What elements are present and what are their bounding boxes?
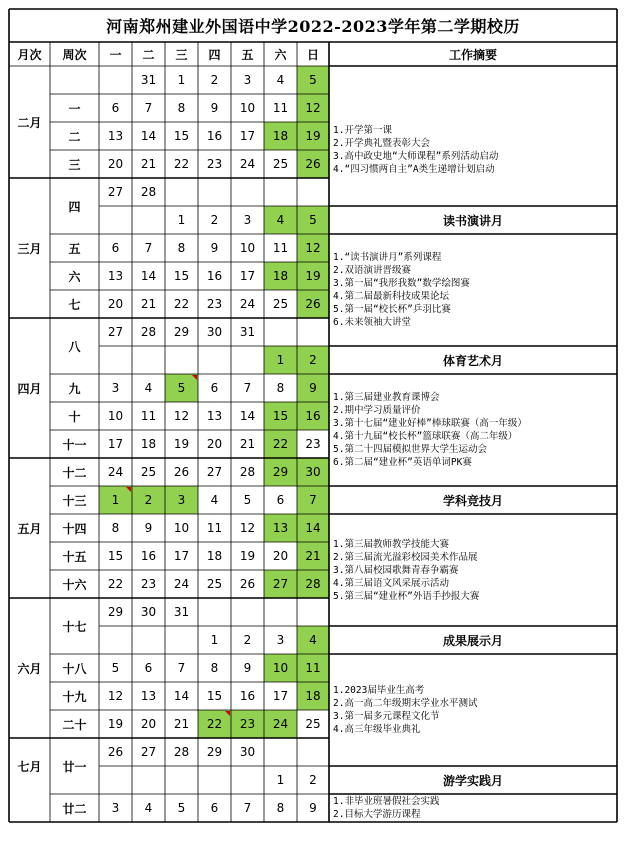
day-cell: 7 <box>177 661 186 675</box>
week-label: 十六 <box>62 577 87 592</box>
note-item: 1.第三届建业教育课博会 <box>333 392 440 403</box>
note-item: 3.第八届校园歌舞青春争霸赛 <box>333 564 459 576</box>
week-label: 八 <box>68 339 81 354</box>
comment-marker <box>192 375 197 380</box>
day-cell: 2 <box>243 633 252 647</box>
day-cell: 17 <box>272 689 289 703</box>
day-cell: 26 <box>107 745 124 759</box>
day-cell <box>198 178 231 206</box>
day-cell: 16 <box>206 269 223 283</box>
day-cell: 13 <box>140 689 157 703</box>
week-label: 十九 <box>62 689 87 704</box>
day-cell: 9 <box>243 661 252 675</box>
day-cell: 4 <box>297 626 329 654</box>
day-cell: 15 <box>206 689 223 703</box>
day-cell: 16 <box>206 129 223 143</box>
day-cell: 24 <box>107 465 124 479</box>
day-cell: 14 <box>173 689 190 703</box>
day-cell: 12 <box>239 521 256 535</box>
day-cell: 15 <box>264 402 297 430</box>
day-cell: 2 <box>132 486 165 514</box>
day-cell: 9 <box>297 374 329 402</box>
month-label: 四月 <box>17 381 42 396</box>
day-cell: 5 <box>297 206 329 234</box>
week-label: 五 <box>68 241 81 256</box>
day-cell: 29 <box>206 745 223 759</box>
week-label: 十三 <box>62 493 87 508</box>
day-cell: 30 <box>206 325 223 339</box>
week-label: 十五 <box>62 549 87 564</box>
day-cell <box>165 626 198 654</box>
day-cell: 6 <box>210 381 219 395</box>
section-notes <box>329 654 617 766</box>
day-cell: 24 <box>239 157 256 171</box>
section-theme: 读书演讲月 <box>442 213 503 228</box>
day-cell <box>297 318 329 346</box>
header-day: 六 <box>274 47 287 62</box>
day-cell: 20 <box>107 297 124 311</box>
day-cell: 18 <box>297 682 329 710</box>
day-cell <box>264 318 297 346</box>
day-cell: 17 <box>239 129 256 143</box>
day-cell <box>264 738 297 766</box>
day-cell <box>132 766 165 794</box>
day-cell: 7 <box>297 486 329 514</box>
day-cell: 29 <box>107 605 124 619</box>
note-item: 1.第三届教师教学技能大赛 <box>333 538 449 550</box>
note-item: 3.第一届多元课程文化节 <box>333 711 440 722</box>
day-cell: 21 <box>297 542 329 570</box>
day-cell: 3 <box>165 486 198 514</box>
day-cell: 23 <box>305 437 321 451</box>
day-cell: 8 <box>177 101 186 115</box>
day-cell: 11 <box>297 654 329 682</box>
day-cell: 18 <box>264 122 297 150</box>
note-item: 2.期中学习质量评价 <box>333 405 421 416</box>
note-item: 1.非毕业班暑假社会实践 <box>333 796 440 807</box>
day-cell: 4 <box>210 493 219 507</box>
day-cell: 3 <box>111 381 120 395</box>
month-label: 七月 <box>17 759 42 774</box>
day-cell: 28 <box>140 185 157 199</box>
day-cell: 12 <box>297 234 329 262</box>
note-item: 2.目标大学游历课程 <box>333 809 421 820</box>
day-cell: 26 <box>173 465 190 479</box>
day-cell: 5 <box>243 493 252 507</box>
day-cell: 7 <box>243 381 252 395</box>
header-month: 月次 <box>17 47 42 62</box>
header-notes: 工作摘要 <box>448 47 497 62</box>
note-item: 3.第一届“我形我数”数学绘图赛 <box>333 278 470 289</box>
day-cell <box>99 206 132 234</box>
day-cell: 25 <box>206 577 223 591</box>
day-cell: 24 <box>239 297 256 311</box>
section-notes <box>329 94 617 206</box>
day-cell: 15 <box>107 549 124 563</box>
day-cell: 25 <box>140 465 157 479</box>
day-cell: 8 <box>111 521 120 535</box>
section-theme: 游学实践月 <box>442 773 503 788</box>
day-cell: 13 <box>107 129 124 143</box>
day-cell <box>99 626 132 654</box>
day-cell: 31 <box>140 73 157 87</box>
day-cell: 27 <box>107 325 124 339</box>
day-cell: 4 <box>144 381 153 395</box>
section-theme <box>329 66 617 94</box>
note-item: 5.第三届“建业杯”外语手抄报大赛 <box>333 590 480 602</box>
day-cell: 9 <box>210 241 219 255</box>
day-cell <box>198 598 231 626</box>
note-item: 3.第十七届“建业好棒”棒球联赛（高一年级） <box>333 418 527 429</box>
note-item: 2.开学典礼暨表彰大会 <box>333 138 430 149</box>
day-cell: 2 <box>210 73 219 87</box>
day-cell: 8 <box>177 241 186 255</box>
day-cell: 1 <box>276 773 285 787</box>
header-day: 一 <box>109 47 122 62</box>
day-cell: 16 <box>239 689 256 703</box>
day-cell: 3 <box>243 213 252 227</box>
day-cell: 27 <box>206 465 223 479</box>
day-cell: 18 <box>264 262 297 290</box>
day-cell: 31 <box>173 605 190 619</box>
day-cell: 28 <box>297 570 329 598</box>
header-day: 五 <box>241 47 254 62</box>
day-cell: 30 <box>297 458 329 486</box>
day-cell: 5 <box>165 374 198 402</box>
day-cell: 1 <box>264 346 297 374</box>
day-cell <box>165 178 198 206</box>
day-cell: 19 <box>297 122 329 150</box>
day-cell: 17 <box>239 269 256 283</box>
day-cell: 7 <box>144 101 153 115</box>
week-label: 九 <box>68 381 81 396</box>
section-theme: 体育艺术月 <box>442 353 503 368</box>
day-cell: 4 <box>276 73 285 87</box>
day-cell <box>264 178 297 206</box>
day-cell: 22 <box>173 297 190 311</box>
day-cell <box>264 598 297 626</box>
day-cell: 17 <box>107 437 124 451</box>
note-item: 1.开学第一课 <box>333 125 392 136</box>
day-cell: 26 <box>297 150 329 178</box>
section-notes <box>329 234 617 346</box>
day-cell: 24 <box>264 710 297 738</box>
note-item: 4.第二届最新科技成果论坛 <box>333 291 449 302</box>
month-label: 三月 <box>17 241 42 256</box>
day-cell: 11 <box>140 409 157 423</box>
day-cell: 18 <box>206 549 223 563</box>
week-label: 六 <box>68 269 81 284</box>
day-cell: 6 <box>111 241 120 255</box>
day-cell: 9 <box>210 101 219 115</box>
day-cell: 4 <box>144 801 153 815</box>
day-cell: 25 <box>272 157 289 171</box>
day-cell: 21 <box>140 157 157 171</box>
day-cell: 14 <box>140 269 157 283</box>
day-cell: 8 <box>276 381 285 395</box>
section-theme: 成果展示月 <box>442 633 503 648</box>
week-label: 一 <box>68 101 81 116</box>
note-item: 4.第十九届“校长杯”篮球联赛（高二年级） <box>333 431 518 442</box>
week-label: 十 <box>68 409 81 424</box>
day-cell: 10 <box>107 409 124 423</box>
note-item: 6.第二届“建业杯”英语单词PK赛 <box>333 457 472 468</box>
comment-marker <box>126 487 131 492</box>
day-cell <box>165 766 198 794</box>
day-cell: 2 <box>210 213 219 227</box>
day-cell <box>231 598 264 626</box>
day-cell: 10 <box>264 654 297 682</box>
day-cell: 23 <box>231 710 264 738</box>
day-cell: 19 <box>239 549 256 563</box>
day-cell: 20 <box>272 549 289 563</box>
day-cell: 13 <box>206 409 223 423</box>
day-cell <box>297 598 329 626</box>
day-cell: 3 <box>276 633 285 647</box>
day-cell: 6 <box>210 801 219 815</box>
day-cell: 19 <box>297 262 329 290</box>
day-cell: 14 <box>239 409 256 423</box>
day-cell: 26 <box>297 290 329 318</box>
day-cell <box>297 178 329 206</box>
day-cell: 26 <box>239 577 256 591</box>
comment-marker <box>225 711 230 716</box>
day-cell: 1 <box>177 213 186 227</box>
week-label: 十八 <box>62 661 87 676</box>
day-cell: 12 <box>107 689 124 703</box>
day-cell: 3 <box>243 73 252 87</box>
day-cell: 25 <box>305 717 321 731</box>
week-label: 二十 <box>62 717 87 732</box>
week-label: 十二 <box>62 465 87 480</box>
day-cell: 4 <box>264 206 297 234</box>
page-title: 河南郑州建业外国语中学2022-2023学年第二学期校历 <box>106 17 520 36</box>
day-cell: 14 <box>297 514 329 542</box>
day-cell <box>198 346 231 374</box>
week-label: 十一 <box>62 437 87 452</box>
day-cell: 23 <box>206 297 223 311</box>
day-cell: 16 <box>140 549 157 563</box>
day-cell: 20 <box>107 157 124 171</box>
section-theme: 学科竞技月 <box>442 493 503 508</box>
day-cell: 19 <box>107 717 124 731</box>
day-cell <box>231 766 264 794</box>
day-cell <box>132 206 165 234</box>
header-day: 日 <box>306 47 319 62</box>
day-cell: 27 <box>264 570 297 598</box>
week-label: 二 <box>68 129 81 144</box>
day-cell: 1 <box>99 486 132 514</box>
day-cell: 9 <box>144 521 153 535</box>
day-cell: 9 <box>309 801 317 815</box>
note-item: 1.2023届毕业生高考 <box>333 685 425 696</box>
day-cell <box>99 766 132 794</box>
note-item: 2.第三届流光溢彩校园美术作品展 <box>333 551 478 563</box>
note-item: 2.高一高二年级期末学业水平测试 <box>333 698 478 709</box>
note-item: 6.未来领袖大讲堂 <box>333 317 411 328</box>
day-cell: 12 <box>173 409 190 423</box>
month-label: 二月 <box>17 115 42 130</box>
day-cell: 5 <box>111 661 120 675</box>
day-cell: 17 <box>173 549 190 563</box>
day-cell: 1 <box>210 633 219 647</box>
day-cell: 2 <box>309 773 317 787</box>
day-cell <box>198 766 231 794</box>
note-item: 3.高中政史地“大师课程”系列活动启动 <box>333 151 499 162</box>
note-item: 5.第一届“校长杯”乒羽比赛 <box>333 304 451 315</box>
week-label: 廿一 <box>62 759 87 774</box>
day-cell: 27 <box>140 745 157 759</box>
day-cell: 2 <box>297 346 329 374</box>
day-cell: 5 <box>297 66 329 94</box>
day-cell: 6 <box>144 661 153 675</box>
day-cell: 16 <box>297 402 329 430</box>
day-cell: 27 <box>107 185 124 199</box>
day-cell: 28 <box>140 325 157 339</box>
note-item: 4.第三届语文风采展示活动 <box>333 577 449 589</box>
week-label: 十七 <box>62 619 87 634</box>
month-label: 六月 <box>17 661 42 676</box>
day-cell: 19 <box>173 437 190 451</box>
week-label: 廿二 <box>62 801 87 816</box>
day-cell: 21 <box>140 297 157 311</box>
note-item: 1.“读书演讲月”系列课程 <box>333 252 442 263</box>
day-cell: 20 <box>206 437 223 451</box>
note-item: 4.高三年级毕业典礼 <box>333 724 421 735</box>
section-notes <box>329 374 617 486</box>
day-cell: 31 <box>239 325 256 339</box>
header-day: 二 <box>142 47 155 62</box>
day-cell: 1 <box>177 73 186 87</box>
day-cell: 12 <box>297 94 329 122</box>
day-cell: 30 <box>140 605 157 619</box>
day-cell: 24 <box>173 577 190 591</box>
day-cell: 22 <box>198 710 231 738</box>
section-notes <box>329 794 617 822</box>
day-cell: 11 <box>272 101 289 115</box>
day-cell: 5 <box>177 801 186 815</box>
day-cell: 30 <box>239 745 256 759</box>
note-item: 2.双语演讲晋级赛 <box>333 265 411 276</box>
header-week: 周次 <box>62 47 87 62</box>
week-label: 三 <box>68 157 81 172</box>
day-cell: 20 <box>140 717 157 731</box>
day-cell <box>132 346 165 374</box>
day-cell: 6 <box>111 101 120 115</box>
day-cell: 13 <box>264 514 297 542</box>
day-cell: 10 <box>239 241 256 255</box>
week-label: 十四 <box>62 521 87 536</box>
day-cell: 7 <box>243 801 252 815</box>
day-cell: 29 <box>173 325 190 339</box>
note-item: 4.“四习惯两自主”A类生递增计划启动 <box>333 164 495 175</box>
day-cell <box>297 738 329 766</box>
day-cell: 22 <box>107 577 124 591</box>
day-cell: 8 <box>210 661 219 675</box>
day-cell: 22 <box>264 430 297 458</box>
day-cell: 3 <box>111 801 120 815</box>
day-cell: 14 <box>140 129 157 143</box>
day-cell: 23 <box>140 577 157 591</box>
day-cell: 25 <box>272 297 289 311</box>
month-label: 五月 <box>17 521 42 536</box>
day-cell: 11 <box>206 521 223 535</box>
week-label: 七 <box>68 297 81 312</box>
day-cell: 11 <box>272 241 289 255</box>
day-cell: 8 <box>276 801 285 815</box>
header-day: 四 <box>208 47 221 62</box>
day-cell: 6 <box>276 493 285 507</box>
day-cell <box>231 178 264 206</box>
day-cell <box>99 66 132 94</box>
day-cell <box>231 346 264 374</box>
day-cell: 23 <box>206 157 223 171</box>
day-cell: 15 <box>173 269 190 283</box>
day-cell <box>99 346 132 374</box>
day-cell: 10 <box>239 101 256 115</box>
week-label: 四 <box>68 199 81 214</box>
day-cell: 13 <box>107 269 124 283</box>
header-day: 三 <box>175 47 188 62</box>
day-cell: 29 <box>264 458 297 486</box>
day-cell <box>132 626 165 654</box>
day-cell: 10 <box>173 521 190 535</box>
day-cell: 28 <box>239 465 256 479</box>
note-item: 5.第二十四届模拟世界大学生运动会 <box>333 444 487 455</box>
day-cell <box>165 346 198 374</box>
day-cell: 21 <box>239 437 256 451</box>
day-cell: 18 <box>140 437 157 451</box>
day-cell: 28 <box>173 745 190 759</box>
section-notes <box>329 514 617 626</box>
day-cell: 15 <box>173 129 190 143</box>
day-cell: 7 <box>144 241 153 255</box>
day-cell: 21 <box>173 717 190 731</box>
day-cell: 22 <box>173 157 190 171</box>
